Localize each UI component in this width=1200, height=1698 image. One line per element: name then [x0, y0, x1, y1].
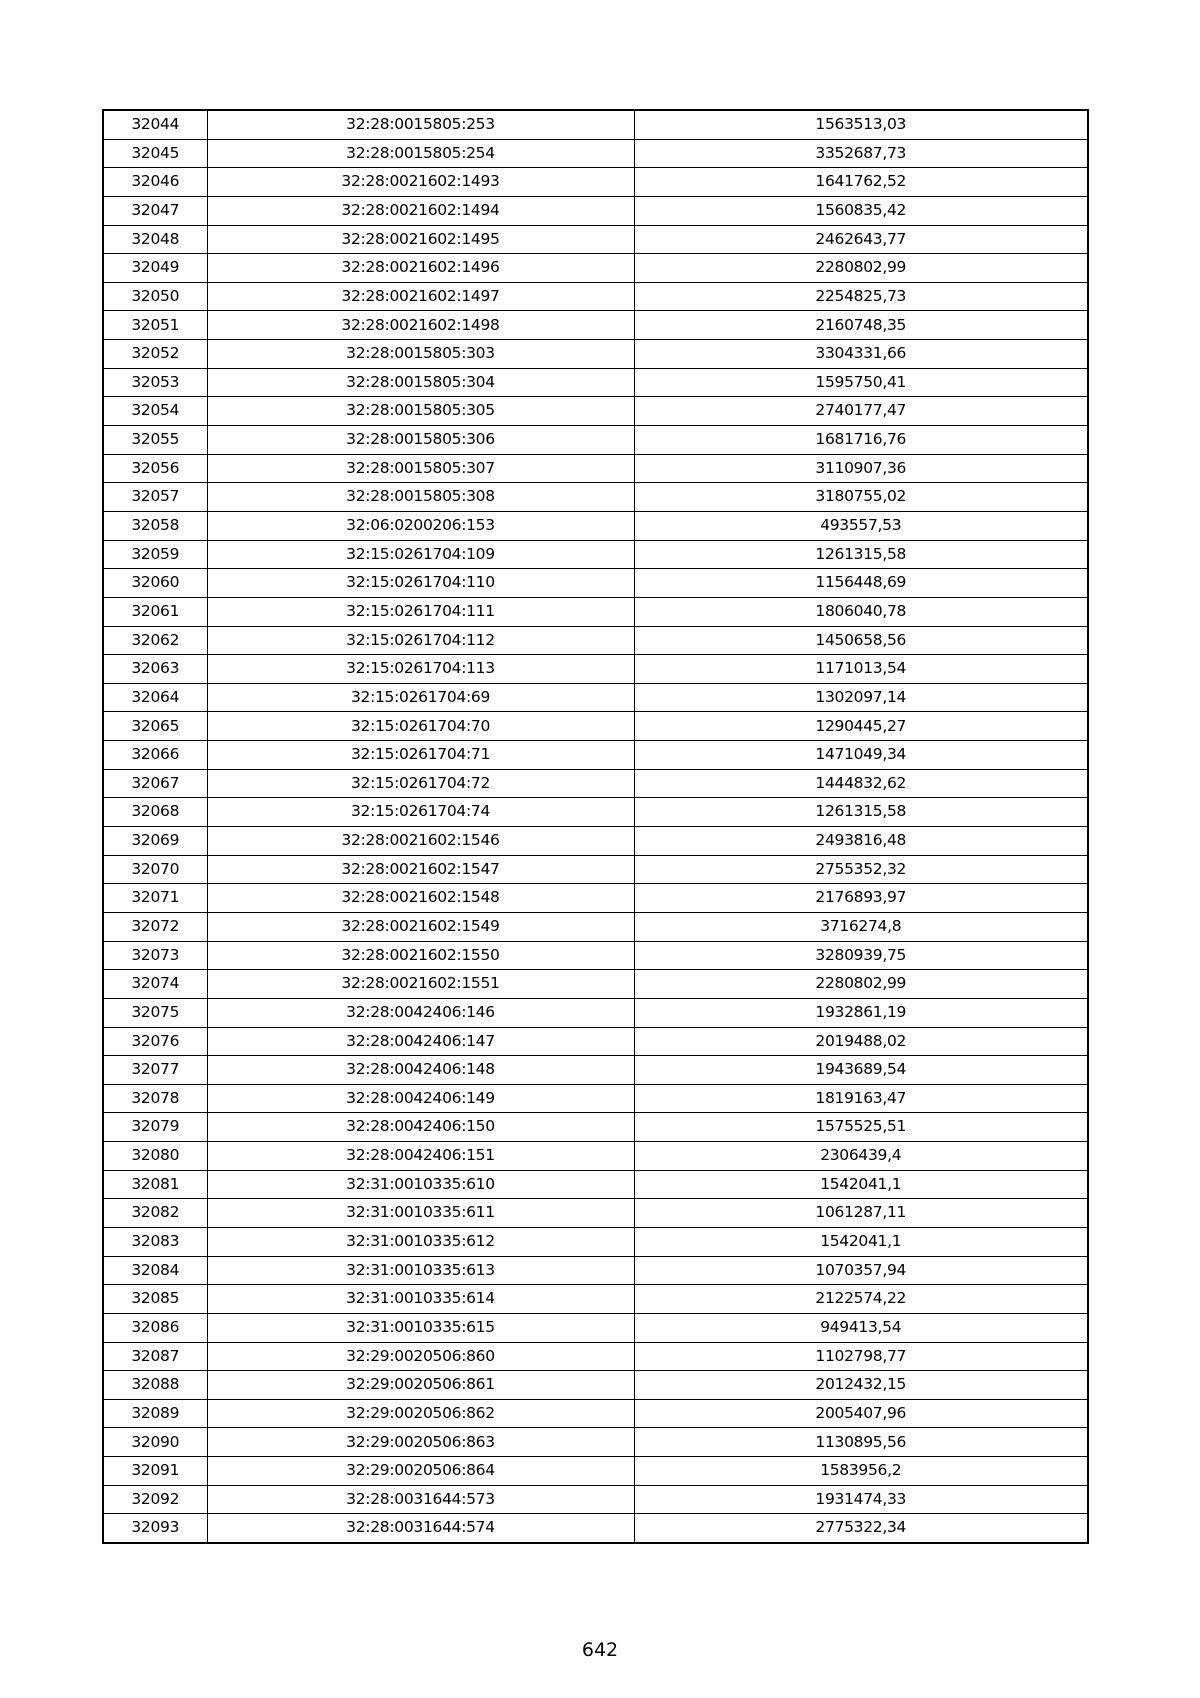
cadastral-value-cell: 1070357,94 [634, 1256, 1088, 1285]
row-number-cell: 32091 [103, 1457, 207, 1486]
cadastral-number-cell: 32:28:0021602:1493 [207, 168, 634, 197]
cadastral-number-cell: 32:15:0261704:69 [207, 683, 634, 712]
row-number-cell: 32083 [103, 1227, 207, 1256]
table-row [103, 712, 1088, 741]
table-row [103, 1399, 1088, 1428]
cadastral-number-cell: 32:31:0010335:613 [207, 1256, 634, 1285]
cadastral-value-cell: 2280802,99 [634, 254, 1088, 283]
cadastral-number-cell: 32:28:0021602:1494 [207, 196, 634, 225]
row-number-cell: 32070 [103, 855, 207, 884]
cadastral-value-cell: 1261315,58 [634, 798, 1088, 827]
table-row [103, 540, 1088, 569]
cadastral-number-cell: 32:31:0010335:611 [207, 1199, 634, 1228]
cadastral-value-cell: 1560835,42 [634, 196, 1088, 225]
table-row [103, 168, 1088, 197]
table-row [103, 970, 1088, 999]
cadastral-number-cell: 32:28:0021602:1495 [207, 225, 634, 254]
row-number-cell: 32060 [103, 569, 207, 598]
cadastral-number-cell: 32:15:0261704:70 [207, 712, 634, 741]
cadastral-number-cell: 32:06:0200206:153 [207, 511, 634, 540]
table-row [103, 912, 1088, 941]
row-number-cell: 32086 [103, 1313, 207, 1342]
cadastral-value-cell: 1156448,69 [634, 569, 1088, 598]
cadastral-number-cell: 32:29:0020506:861 [207, 1371, 634, 1400]
cadastral-value-cell: 1102798,77 [634, 1342, 1088, 1371]
row-number-cell: 32063 [103, 655, 207, 684]
table-row [103, 1256, 1088, 1285]
row-number-cell: 32055 [103, 426, 207, 455]
row-number-cell: 32065 [103, 712, 207, 741]
table-row [103, 569, 1088, 598]
row-number-cell: 32087 [103, 1342, 207, 1371]
table-row [103, 139, 1088, 168]
row-number-cell: 32053 [103, 368, 207, 397]
cadastral-number-cell: 32:28:0021602:1546 [207, 827, 634, 856]
row-number-cell: 32084 [103, 1256, 207, 1285]
cadastral-number-cell: 32:28:0031644:573 [207, 1485, 634, 1514]
cadastral-number-cell: 32:28:0042406:148 [207, 1056, 634, 1085]
table-row [103, 1428, 1088, 1457]
cadastral-number-cell: 32:28:0021602:1498 [207, 311, 634, 340]
table-row [103, 1084, 1088, 1113]
row-number-cell: 32046 [103, 168, 207, 197]
row-number-cell: 32072 [103, 912, 207, 941]
row-number-cell: 32058 [103, 511, 207, 540]
table-row [103, 368, 1088, 397]
cadastral-value-cell: 1932861,19 [634, 998, 1088, 1027]
table-row [103, 1371, 1088, 1400]
cadastral-value-cell: 1819163,47 [634, 1084, 1088, 1113]
row-number-cell: 32056 [103, 454, 207, 483]
cadastral-value-cell: 1171013,54 [634, 655, 1088, 684]
table-row [103, 1514, 1088, 1543]
row-number-cell: 32064 [103, 683, 207, 712]
table-row [103, 798, 1088, 827]
cadastral-value-cell: 1542041,1 [634, 1170, 1088, 1199]
row-number-cell: 32079 [103, 1113, 207, 1142]
table-body [103, 110, 1088, 1543]
row-number-cell: 32049 [103, 254, 207, 283]
cadastral-value-cell: 1302097,14 [634, 683, 1088, 712]
cadastral-value-cell: 2280802,99 [634, 970, 1088, 999]
cadastral-value-cell: 3110907,36 [634, 454, 1088, 483]
cadastral-value-cell: 1583956,2 [634, 1457, 1088, 1486]
cadastral-value-cell: 3716274,8 [634, 912, 1088, 941]
cadastral-value-cell: 2775322,34 [634, 1514, 1088, 1543]
cadastral-value-cell: 1563513,03 [634, 110, 1088, 139]
cadastral-number-cell: 32:28:0021602:1551 [207, 970, 634, 999]
row-number-cell: 32052 [103, 340, 207, 369]
cadastral-number-cell: 32:28:0042406:151 [207, 1142, 634, 1171]
cadastral-number-cell: 32:28:0042406:146 [207, 998, 634, 1027]
row-number-cell: 32066 [103, 741, 207, 770]
cadastral-value-cell: 2122574,22 [634, 1285, 1088, 1314]
row-number-cell: 32080 [103, 1142, 207, 1171]
row-number-cell: 32044 [103, 110, 207, 139]
cadastral-value-cell: 2019488,02 [634, 1027, 1088, 1056]
cadastral-value-cell: 1931474,33 [634, 1485, 1088, 1514]
cadastral-value-cell: 1061287,11 [634, 1199, 1088, 1228]
table-row [103, 1199, 1088, 1228]
cadastral-number-cell: 32:28:0021602:1497 [207, 282, 634, 311]
cadastral-value-cell: 1290445,27 [634, 712, 1088, 741]
table-row [103, 855, 1088, 884]
cadastral-value-cell: 3280939,75 [634, 941, 1088, 970]
cadastral-value-table [102, 109, 1089, 1544]
cadastral-number-cell: 32:28:0021602:1549 [207, 912, 634, 941]
row-number-cell: 32057 [103, 483, 207, 512]
cadastral-value-cell: 2012432,15 [634, 1371, 1088, 1400]
cadastral-number-cell: 32:28:0015805:307 [207, 454, 634, 483]
cadastral-number-cell: 32:28:0015805:304 [207, 368, 634, 397]
cadastral-number-cell: 32:28:0015805:303 [207, 340, 634, 369]
table-row [103, 741, 1088, 770]
cadastral-number-cell: 32:28:0031644:574 [207, 1514, 634, 1543]
cadastral-number-cell: 32:28:0021602:1496 [207, 254, 634, 283]
table-row [103, 998, 1088, 1027]
table-row [103, 225, 1088, 254]
cadastral-value-cell: 1681716,76 [634, 426, 1088, 455]
cadastral-value-cell: 1444832,62 [634, 769, 1088, 798]
row-number-cell: 32078 [103, 1084, 207, 1113]
cadastral-number-cell: 32:15:0261704:110 [207, 569, 634, 598]
cadastral-number-cell: 32:15:0261704:113 [207, 655, 634, 684]
cadastral-value-cell: 1471049,34 [634, 741, 1088, 770]
table-row [103, 884, 1088, 913]
cadastral-value-cell: 2740177,47 [634, 397, 1088, 426]
page-number: 642 [581, 1639, 619, 1661]
cadastral-number-cell: 32:15:0261704:72 [207, 769, 634, 798]
row-number-cell: 32067 [103, 769, 207, 798]
table-row [103, 1142, 1088, 1171]
cadastral-value-cell: 2755352,32 [634, 855, 1088, 884]
cadastral-value-cell: 1130895,56 [634, 1428, 1088, 1457]
cadastral-number-cell: 32:31:0010335:610 [207, 1170, 634, 1199]
row-number-cell: 32081 [103, 1170, 207, 1199]
table-row [103, 1342, 1088, 1371]
cadastral-value-cell: 2160748,35 [634, 311, 1088, 340]
table-row [103, 282, 1088, 311]
row-number-cell: 32075 [103, 998, 207, 1027]
cadastral-value-cell: 2493816,48 [634, 827, 1088, 856]
cadastral-value-cell: 2176893,97 [634, 884, 1088, 913]
cadastral-value-cell: 1575525,51 [634, 1113, 1088, 1142]
table-row [103, 1056, 1088, 1085]
row-number-cell: 32045 [103, 139, 207, 168]
cadastral-value-cell: 1641762,52 [634, 168, 1088, 197]
cadastral-value-cell: 1542041,1 [634, 1227, 1088, 1256]
table-row [103, 483, 1088, 512]
cadastral-number-cell: 32:28:0015805:305 [207, 397, 634, 426]
row-number-cell: 32050 [103, 282, 207, 311]
cadastral-number-cell: 32:29:0020506:864 [207, 1457, 634, 1486]
table-row [103, 1313, 1088, 1342]
cadastral-number-cell: 32:15:0261704:112 [207, 626, 634, 655]
row-number-cell: 32093 [103, 1514, 207, 1543]
table-row [103, 196, 1088, 225]
row-number-cell: 32074 [103, 970, 207, 999]
cadastral-number-cell: 32:29:0020506:860 [207, 1342, 634, 1371]
row-number-cell: 32090 [103, 1428, 207, 1457]
cadastral-value-cell: 1806040,78 [634, 597, 1088, 626]
row-number-cell: 32076 [103, 1027, 207, 1056]
table-row [103, 511, 1088, 540]
table-row [103, 769, 1088, 798]
row-number-cell: 32051 [103, 311, 207, 340]
cadastral-value-cell: 949413,54 [634, 1313, 1088, 1342]
row-number-cell: 32082 [103, 1199, 207, 1228]
cadastral-number-cell: 32:31:0010335:615 [207, 1313, 634, 1342]
cadastral-number-cell: 32:28:0042406:150 [207, 1113, 634, 1142]
row-number-cell: 32068 [103, 798, 207, 827]
row-number-cell: 32054 [103, 397, 207, 426]
cadastral-value-cell: 2254825,73 [634, 282, 1088, 311]
cadastral-value-cell: 1261315,58 [634, 540, 1088, 569]
table-row [103, 311, 1088, 340]
cadastral-number-cell: 32:15:0261704:111 [207, 597, 634, 626]
table-row [103, 1027, 1088, 1056]
cadastral-number-cell: 32:28:0021602:1548 [207, 884, 634, 913]
table-row [103, 110, 1088, 139]
cadastral-number-cell: 32:28:0042406:149 [207, 1084, 634, 1113]
cadastral-value-cell: 1943689,54 [634, 1056, 1088, 1085]
table-row [103, 683, 1088, 712]
cadastral-number-cell: 32:29:0020506:863 [207, 1428, 634, 1457]
row-number-cell: 32071 [103, 884, 207, 913]
table-row [103, 426, 1088, 455]
cadastral-number-cell: 32:28:0021602:1547 [207, 855, 634, 884]
table-row [103, 941, 1088, 970]
cadastral-value-cell: 3180755,02 [634, 483, 1088, 512]
cadastral-number-cell: 32:28:0042406:147 [207, 1027, 634, 1056]
cadastral-number-cell: 32:28:0021602:1550 [207, 941, 634, 970]
table-row [103, 1113, 1088, 1142]
cadastral-value-cell: 1595750,41 [634, 368, 1088, 397]
table-row [103, 254, 1088, 283]
table-row [103, 1485, 1088, 1514]
cadastral-number-cell: 32:15:0261704:109 [207, 540, 634, 569]
cadastral-value-cell: 2306439,4 [634, 1142, 1088, 1171]
row-number-cell: 32088 [103, 1371, 207, 1400]
cadastral-number-cell: 32:31:0010335:612 [207, 1227, 634, 1256]
row-number-cell: 32059 [103, 540, 207, 569]
cadastral-value-cell: 2462643,77 [634, 225, 1088, 254]
cadastral-number-cell: 32:15:0261704:71 [207, 741, 634, 770]
row-number-cell: 32061 [103, 597, 207, 626]
cadastral-value-cell: 1450658,56 [634, 626, 1088, 655]
row-number-cell: 32077 [103, 1056, 207, 1085]
cadastral-value-cell: 3304331,66 [634, 340, 1088, 369]
cadastral-value-cell: 2005407,96 [634, 1399, 1088, 1428]
cadastral-number-cell: 32:28:0015805:308 [207, 483, 634, 512]
row-number-cell: 32048 [103, 225, 207, 254]
table-row [103, 1170, 1088, 1199]
table-row [103, 1457, 1088, 1486]
row-number-cell: 32089 [103, 1399, 207, 1428]
row-number-cell: 32085 [103, 1285, 207, 1314]
table-row [103, 397, 1088, 426]
table-row [103, 626, 1088, 655]
table-row [103, 340, 1088, 369]
row-number-cell: 32069 [103, 827, 207, 856]
row-number-cell: 32073 [103, 941, 207, 970]
cadastral-number-cell: 32:28:0015805:306 [207, 426, 634, 455]
cadastral-number-cell: 32:28:0015805:254 [207, 139, 634, 168]
table-row [103, 454, 1088, 483]
table-row [103, 655, 1088, 684]
cadastral-number-cell: 32:15:0261704:74 [207, 798, 634, 827]
cadastral-value-cell: 493557,53 [634, 511, 1088, 540]
table-row [103, 597, 1088, 626]
cadastral-number-cell: 32:29:0020506:862 [207, 1399, 634, 1428]
table-row [103, 1227, 1088, 1256]
row-number-cell: 32062 [103, 626, 207, 655]
cadastral-number-cell: 32:28:0015805:253 [207, 110, 634, 139]
row-number-cell: 32092 [103, 1485, 207, 1514]
cadastral-value-cell: 3352687,73 [634, 139, 1088, 168]
table-row [103, 827, 1088, 856]
cadastral-number-cell: 32:31:0010335:614 [207, 1285, 634, 1314]
row-number-cell: 32047 [103, 196, 207, 225]
table-row [103, 1285, 1088, 1314]
